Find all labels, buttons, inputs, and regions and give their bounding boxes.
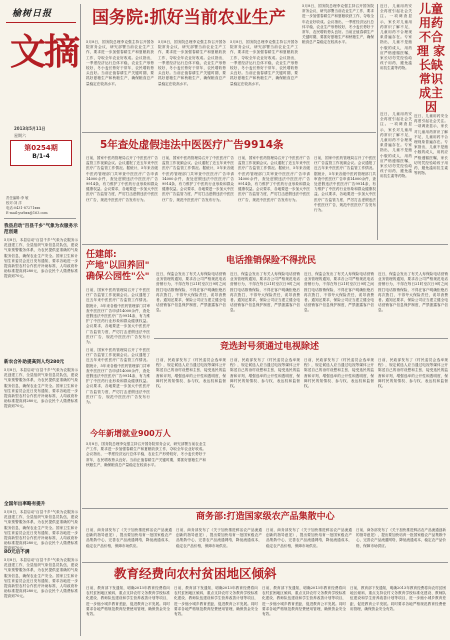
medical-text-col-4: 日前，国家中医药管理局召开了中医医疗广告监管工作视频会议。会议通报了近五年来中医医疗广告监管工作情况。据统计，5年来各级中医药管理部门共审查中医医疗广告申请14000余件，查处虚假违法中医医疗广告9914条，有力维护了中医药行业形象和群众健康权益。会议要求，各地要进一步加大中医医疗广告监管力度，严厉打击虚假违法中医医疗广告，规范中医医疗广告发布行为。	[314, 156, 376, 213]
commerce-text-col-2: 日前，商务部发布了《关于加快推进鲜活农产品流通创新的指导意见》，提出要加快培育一批国家级农产品集散中心，完善农产品流通网络，降低流通成本，稳定农产品价格，保障市场供应。	[176, 528, 262, 548]
right-vertical-title: 儿童用药不合理 家长缺常识成主因	[416, 2, 446, 114]
lead-text-col-1: 5月8日，国务院总理李克强主持召开国务院常务会议，研究部署当前农业生产工作，要求进一步加强春耕生产和夏粮收获工作，夺取全年农业好收成。会议指出，一季度经济运行总体平稳，农业生产形势较好，冬小麦长势好于常年，农民增收势头良好。当前正值春耕生产关键时期，要抓好夏粮生产和秋粮生产，确保粮食总产量稳定在较高水平。	[86, 40, 154, 86]
editor-line: 责任编辑:李 敏	[6, 196, 29, 200]
phone-text-col-3: 近日，保监会发出了有关人寿保险电话营销业务管理的通知，要求各公司严格规范电话营销行为，不得在每日21时至次日9时之间拨打电话推销保险，不得在客户明确拒绝后再次拨打，不得夸大保险责任，误导消费者。通知还要求，保险公司应当建立健全电话营销客户信息保护制度，严禁泄露客户信息。	[304, 272, 374, 313]
phone-text-col-1: 近日，保监会发出了有关人寿保险电话营销业务管理的通知，要求各公司严格规范电话营销行为，不得在每日21时至次日9时之间拨打电话推销保险，不得在客户明确拒绝后再次拨打，不得夸大保险责任，误导消费者。通知还要求，保险公司应当建立健全电话营销客户信息保护制度，严禁泄露客户信息。	[156, 272, 226, 313]
sidebar-text-2: 5月8日，本县启动"百县千乡"气象为农服务示范创建工作，全县组织气象信息员队伍，建设气象预警服务体系，为农民提供更准确的气象服务信息，确保农业生产安全。国家卫生和计划生育委员会近日发布通知，要求各地进一步提高新型农村合作医疗补助标准，人均政府补助标准提高到280元，参合农民个人缴费标准提高到70元。	[4, 368, 78, 409]
sidebar-text-1: 5月8日，本县启动"百县千乡"气象为农服务示范创建工作，全县组织气象信息员队伍，建设气象预警服务体系，为农民提供更准确的气象服务信息，确保农业生产安全。国家卫生和计划生育委员会近日发布通知，要求各地进一步提高新型农村合作医疗补助标准，人均政府补助标准提高到280元，参合农民个人缴费标准提高到70元。	[4, 238, 78, 279]
email-line: E-mail:ysrbxx@163.com	[6, 211, 48, 215]
issue-pages: B/1-4	[32, 153, 50, 160]
lead-text-col-3: 5月8日，国务院总理李克强主持召开国务院常务会议，研究部署当前农业生产工作，要求进一步加强春耕生产和夏粮收获工作，夺取全年农业好收成。会议指出，一季度经济运行总体平稳，农业生产形势较好，冬小麦长势好于常年，农民增收势头良好。当前正值春耕生产关键时期，要抓好夏粮生产和秋粮生产，确保粮食总产量稳定在较高水平。	[230, 40, 298, 86]
phone-text-col-2: 近日，保监会发出了有关人寿保险电话营销业务管理的通知，要求各公司严格规范电话营销行为，不得在每日21时至次日9时之间拨打电话推销保险，不得在客户明确拒绝后再次拨打，不得夸大保险责任，误导消费者。通知还要求，保险公司应当建立健全电话营销客户信息保护制度，严禁泄露客户信息。	[230, 272, 300, 313]
issue-date: 2013年5月11日	[14, 126, 46, 131]
medical-text-col-3: 日前，国家中医药管理局召开了中医医疗广告监管工作视频会议。会议通报了近五年来中医医疗广告监管工作情况。据统计，5年来各级中医药管理部门共审查中医医疗广告申请14000余件，查处虚假违法中医医疗广告9914条，有力维护了中医药行业形象和群众健康权益。会议要求，各地要进一步加大中医医疗广告监管力度，严厉打击虚假违法中医医疗广告，规范中医医疗广告发布行为。	[238, 156, 310, 202]
issue-box	[10, 140, 72, 166]
sidebar-heading-1: 我县启动"百县千乡"气象为农服务示范创建	[4, 224, 78, 235]
tv-text-col-2: 日前，民政部发布了《村民委员会选举规程》，规定候选人应当通过电视等媒体公开陈述自己的治村设想和主张，接受选民的监督和评判，增强选举的公开性和透明度，保障村民的知情权、参与权、表达权和监督权。	[230, 358, 300, 389]
right-text-bottom-2: 近日，儿童用药安全再度引起社会关注。一项调查显示，家长对儿童用药常识了解不足，儿童用药不合理现象普遍存在。专家指出，儿童不是缩小版的成人，用药应严格遵循医嘱，家长切勿凭经验给孩子用药，避免滥用抗生素等药物。	[414, 114, 448, 176]
tv-text-col-1: 日前，民政部发布了《村民委员会选举规程》，规定候选人应当通过电视等媒体公开陈述自己的治村设想和主张，接受选民的监督和评判，增强选举的公开性和透明度，保障村民的知情权、参与权、表达权和监督权。	[156, 358, 226, 389]
employment-text: 5月8日，国务院总理李克强主持召开国务院常务会议，研究部署当前农业生产工作，要求进一步加强春耕生产和夏粮收获工作，夺取全年农业好收成。会议指出，一季度经济运行总体平稳，农业生产形势较好，冬小麦长势好于常年，农民增收势头良好。当前正值春耕生产关键时期，要抓好夏粮生产和秋粮生产，确保粮食总产量稳定在较高水平。	[86, 442, 206, 467]
education-text-col-4: 日前，教育部下发通知，明确2013年教育经费将向农村贫困地区倾斜，重点支持农村义务教育学校标准化建设、教师队伍建设和学生营养改善计划等项目，进一步缩小城乡教育差距，促进教育公平发展。同时要求各地严格规范教育经费使用管理，确保资金安全有效。	[350, 586, 446, 611]
sidebar-text-4: 5月8日，本县启动"百县千乡"气象为农服务示范创建工作，全县组织气象信息员队伍，建设气象预警服务体系，为农民提供更准确的气象服务信息，确保农业生产安全。国家卫生和计划生育委员会近日发布通知，要求各地进一步提高新型农村合作医疗补助标准，人均政府补助标准提高到280元，参合农民个人缴费标准提高到70元。	[4, 558, 78, 599]
commerce-text-col-3: 日前，商务部发布了《关于加快推进鲜活农产品流通创新的指导意见》，提出要加快培育一批国家级农产品集散中心，完善农产品流通网络，降低流通成本，稳定农产品价格，保障市场供应。	[266, 528, 352, 548]
section-title: 文摘	[10, 32, 79, 73]
issue-number: 第0254期	[24, 144, 58, 152]
commerce-text-col-1: 日前，商务部发布了《关于加快推进鲜活农产品流通创新的指导意见》，提出要加快培育一批国家级农产品集散中心，完善农产品流通网络，降低流通成本，稳定农产品价格，保障市场供应。	[86, 528, 172, 548]
tv-text-col-4: 日前，民政部发布了《村民委员会选举规程》，规定候选人应当通过电视等媒体公开陈述自己的治村设想和主张，接受选民的监督和评判，增强选举的公开性和透明度，保障村民的知情权、参与权、表达权和监督权。	[378, 358, 448, 389]
tv-text-col-3: 日前，民政部发布了《村民委员会选举规程》，规定候选人应当通过电视等媒体公开陈述自己的治村设想和主张，接受选民的监督和评判，增强选举的公开性和透明度，保障村民的知情权、参与权、表达权和监督权。	[304, 358, 374, 389]
tv-headline: 竞选封号须通过电视除述	[220, 342, 320, 352]
commerce-text-col-4: 日前，商务部发布了《关于加快推进鲜活农产品流通创新的指导意见》，提出要加快培育一批国家级农产品集散中心，完善农产品流通网络，降低流通成本，稳定农产品价格，保障市场供应。	[356, 528, 446, 548]
paper-name: 榆树日报	[12, 9, 53, 19]
sidebar-heading-2: 新农合补助提高到人均280元	[4, 360, 65, 365]
masthead	[2, 2, 78, 152]
phone-headline: 电话推销保险不得扰民	[226, 256, 317, 266]
lead-text-col-2: 5月8日，国务院总理李克强主持召开国务院常务会议，研究部署当前农业生产工作，要求进一步加强春耕生产和夏粮收获工作，夺取全年农业好收成。会议指出，一季度经济运行总体平稳，农业生产形势较好，冬小麦长势好于常年，农民增收势头良好。当前正值春耕生产关键时期，要抓好夏粮生产和秋粮生产，确保粮食总产量稳定在较高水平。	[158, 40, 226, 86]
masthead-footer	[6, 196, 78, 216]
sidebar-heading-3: 全国年出率略有提升	[4, 502, 46, 507]
phone-line: 电话:0431-87271xxx	[6, 206, 41, 210]
renjian-text-1: 日前，国家中医药管理局召开了中医医疗广告监管工作视频会议。会议通报了近五年来中医医疗广告监管工作情况。据统计，5年来各级中医药管理部门共审查中医医疗广告申请14000余件，查处虚假违法中医医疗广告9914条，有力维护了中医药行业形象和群众健康权益。会议要求，各地要进一步加大中医医疗广告监管力度，严厉打击虚假违法中医医疗广告，规范中医医疗广告发布行为。	[86, 288, 150, 345]
phone-text-col-4: 近日，保监会发出了有关人寿保险电话营销业务管理的通知，要求各公司严格规范电话营销行为，不得在每日21时至次日9时之间拨打电话推销保险，不得在客户明确拒绝后再次拨打，不得夸大保险责任，误导消费者。通知还要求，保险公司应当建立健全电话营销客户信息保护制度，严禁泄露客户信息。	[378, 272, 448, 313]
right-text-bottom-1: 近日，儿童用药安全再度引起社会关注。一项调查显示，家长对儿童用药常识了解不足，儿童用药不合理现象普遍存在。专家指出，儿童不是缩小版的成人，用药应严格遵循医嘱，家长切勿凭经验给孩子用药，避免滥用抗生素等药物。	[380, 112, 412, 179]
education-text-col-3: 日前，教育部下发通知，明确2013年教育经费将向农村贫困地区倾斜，重点支持农村义务教育学校标准化建设、教师队伍建设和学生营养改善计划等项目，进一步缩小城乡教育差距，促进教育公平发展。同时要求各地严格规范教育经费使用管理，确保资金安全有效。	[262, 586, 346, 617]
medical-text-col-2: 日前，国家中医药管理局召开了中医医疗广告监管工作视频会议。会议通报了近五年来中医医疗广告监管工作情况。据统计，5年来各级中医药管理部门共审查中医医疗广告申请14000余件，查处虚假违法中医医疗广告9914条，有力维护了中医药行业形象和群众健康权益。会议要求，各地要进一步加大中医医疗广告监管力度，严厉打击虚假违法中医医疗广告，规范中医医疗广告发布行为。	[162, 156, 234, 202]
sidebar-text-3: 5月8日，本县启动"百县千乡"气象为农服务示范创建工作，全县组织气象信息员队伍，建设气象预警服务体系，为农民提供更准确的气象服务信息，确保农业生产安全。国家卫生和计划生育委员会近日发布通知，要求各地进一步提高新型农村合作医疗补助标准，人均政府补助标准提高到280元，参合农民个人缴费标准提高到70元。	[4, 510, 78, 551]
commerce-headline: 商务部:打造国家级农产品集散中心	[196, 512, 335, 522]
education-headline: 教育经费向农村贫困地区倾斜	[114, 566, 277, 581]
lead-text-col-4: 5月8日，国务院总理李克强主持召开国务院常务会议，研究部署当前农业生产工作，要求进一步加强春耕生产和夏粮收获工作，夺取全年农业好收成。会议指出，一季度经济运行总体平稳，农业生产形势较好，冬小麦长势好于常年，农民增收势头良好。当前正值春耕生产关键时期，要抓好夏粮生产和秋粮生产，确保粮食总产量稳定在较高水平。	[302, 4, 374, 45]
education-text-col-2: 日前，教育部下发通知，明确2013年教育经费将向农村贫困地区倾斜，重点支持农村义务教育学校标准化建设、教师队伍建设和学生营养改善计划等项目，进一步缩小城乡教育差距，促进教育公平发展。同时要求各地严格规范教育经费使用管理，确保资金安全有效。	[174, 586, 258, 617]
proof-line: 校对:刘 洋	[6, 201, 22, 205]
renjian-headline: 任建郎: 产地"以回养回" 确保公园性"公"	[86, 250, 150, 282]
right-text-top: 近日，儿童用药安全再度引起社会关注。一项调查显示，家长对儿童用药常识了解不足，儿童用药不合理现象普遍存在。专家指出，儿童不是缩小版的成人，用药应严格遵循医嘱，家长切勿凭经验给孩子用药，避免滥用抗生素等药物。	[380, 4, 412, 71]
employment-headline: 今年新增就业900万人	[90, 429, 171, 438]
medical-text-col-1: 日前，国家中医药管理局召开了中医医疗广告监管工作视频会议。会议通报了近五年来中医医疗广告监管工作情况。据统计，5年来各级中医药管理部门共审查中医医疗广告申请14000余件，查处虚假违法中医医疗广告9914条，有力维护了中医药行业形象和群众健康权益。会议要求，各地要进一步加大中医医疗广告监管力度，严厉打击虚假违法中医医疗广告，规范中医医疗广告发布行为。	[86, 156, 158, 202]
education-text-col-1: 日前，教育部下发通知，明确2013年教育经费将向农村贫困地区倾斜，重点支持农村义务教育学校标准化建设、教师队伍建设和学生营养改善计划等项目，进一步缩小城乡教育差距，促进教育公平发展。同时要求各地严格规范教育经费使用管理，确保资金安全有效。	[86, 586, 170, 617]
renjian-text-2: 日前，国家中医药管理局召开了中医医疗广告监管工作视频会议。会议通报了近五年来中医医疗广告监管工作情况。据统计，5年来各级中医药管理部门共审查中医医疗广告申请14000余件，查处虚假违法中医医疗广告9914条，有力维护了中医药行业形象和群众健康权益。会议要求，各地要进一步加大中医医疗广告监管力度，严厉打击虚假违法中医医疗广告，规范中医医疗广告发布行为。	[86, 348, 150, 405]
issue-weekday: 星期六	[14, 133, 26, 138]
sidebar-heading-4: 8O元后不满	[4, 550, 30, 555]
lead-headline: 国务院:抓好当前农业生产	[92, 8, 286, 28]
medical-headline: 5年查处虚假违法中医医疗广告9914条	[100, 139, 284, 151]
left-sidebar	[4, 224, 78, 634]
